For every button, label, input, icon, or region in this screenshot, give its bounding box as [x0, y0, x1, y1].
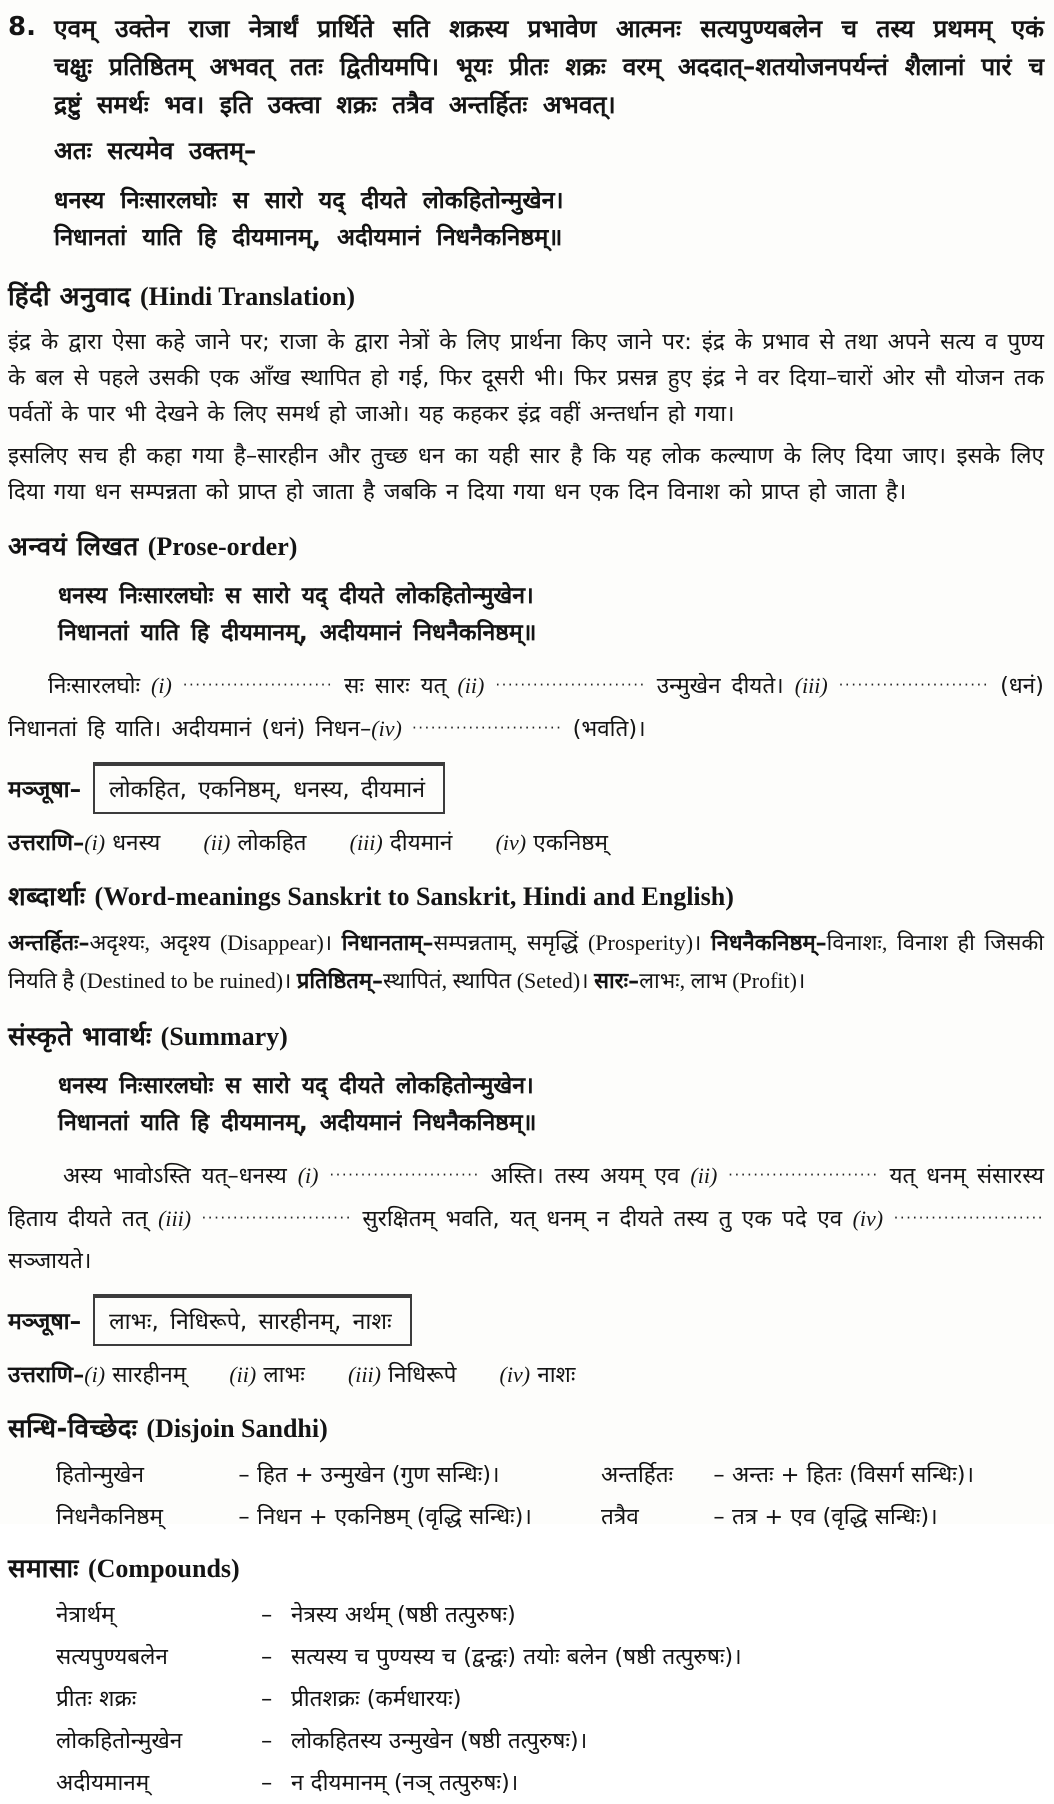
answer-text: धनस्य — [112, 830, 161, 856]
fill-numeral-i: (i) — [151, 673, 172, 698]
hindi-translation-para-1: इंद्र के द्वारा ऐसा कहे जाने पर; राजा के द्वारा नेत्रों के लिए प्रार्थना किए जाने पर: इंद्र के प्रभाव से तथा अपने सत्य व पुण्य के बल से पहले उसकी एक आँख स्थापित हो गई, फिर दूसरी भी। फिर प्रसन्न हुए इंद्र ने वर दिया–चारों ओर सौ योजन तक पर्वतों के पार भी देखने के लिए समर्थ हो जाओ। यह कहकर इंद्र वहीं अन्तर्धान हो गया। — [8, 329, 1044, 427]
compound-term: सत्यपुण्यबलेन — [56, 1644, 168, 1670]
sandhi-word: निधनैकनिष्ठम् — [56, 1504, 163, 1530]
manjusha-row — [8, 762, 1044, 814]
heading-hindi: अन्वयं लिखत — [8, 532, 139, 562]
summary-verse-line-2: निधानतां याति हि दीयमानम्, अदीयमानं निधनैकनिष्ठम्॥ — [58, 1110, 537, 1136]
answer-numeral: (iii) — [347, 1362, 381, 1387]
sandhi-entry — [56, 1496, 601, 1538]
sandhi-word: हितोन्मुखेन — [56, 1462, 144, 1488]
answer-numeral: (iv) — [499, 1362, 531, 1387]
heading-english: (Summary) — [160, 1022, 288, 1051]
sanskrit-passage-section — [8, 10, 1044, 256]
compound-definition: लोकहितस्य उन्मुखेन (षष्ठी तत्पुरुषः)। — [291, 1728, 588, 1754]
manjusha-row — [8, 1294, 1044, 1346]
compound-definition: प्रीतशक्रः (कर्मधारयः) — [291, 1686, 462, 1712]
manjusha-box: लाभः, निधिरूपे, सारहीनम्, नाशः — [93, 1294, 412, 1346]
sandhi-dash: – — [713, 1462, 725, 1488]
compound-term: प्रीतः शक्रः — [56, 1686, 137, 1712]
manjusha-box: लोकहित, एकनिष्ठम्, धनस्य, दीयमानं — [93, 762, 445, 814]
compound-term: नेत्रार्थम् — [56, 1602, 115, 1628]
fill-numeral-i: (i) — [297, 1163, 319, 1188]
heading-hindi: संस्कृते भावार्थः — [8, 1022, 152, 1052]
answer-text: लाभः — [263, 1362, 305, 1388]
compound-definition: नेत्रस्य अर्थम् (षष्ठी तत्पुरुषः) — [291, 1602, 516, 1628]
prose-order-verse-line-1: धनस्य निःसारलघोः स सारो यद् दीयते लोकहितोन्मुखेन। — [58, 583, 534, 609]
answer-numeral: (iii) — [349, 830, 383, 855]
compound-dash: – — [261, 1770, 273, 1796]
heading-english: (Hindi Translation) — [139, 282, 356, 311]
answer-text: निधिरूपे — [388, 1362, 457, 1388]
compound-row — [8, 1720, 1044, 1762]
sandhi-row — [8, 1454, 1044, 1496]
sandhi-split: निधन + एकनिष्ठम् (वृद्धि सन्धिः)। — [257, 1504, 532, 1530]
answers-row — [8, 826, 1044, 860]
answers-label: उत्तराणि– — [8, 1362, 85, 1388]
word-term: निधनैकनिष्ठम्– — [711, 931, 827, 956]
answer-text: नाशः — [537, 1362, 576, 1388]
fill-numeral-ii: (ii) — [457, 673, 485, 698]
word-meanings-heading — [8, 880, 1044, 914]
sandhi-dash: – — [238, 1504, 250, 1530]
fill-text: निःसारलघोः — [48, 673, 141, 699]
word-meaning: लाभः, लाभ (Profit)। — [639, 968, 806, 993]
fill-text: उन्मुखेन दीयते। — [656, 673, 784, 699]
compounds-heading — [8, 1552, 1044, 1586]
word-meaning: स्थापितं, स्थापित (Seted)। — [382, 968, 595, 993]
fill-text: (धनं) निधानतां हि याति। अदीयमानं (धनं) निधन– — [8, 673, 1044, 742]
compound-row — [8, 1636, 1044, 1678]
blank-dots: ························ — [838, 676, 990, 694]
fill-numeral-ii: (ii) — [690, 1163, 718, 1188]
blank-dots: ························ — [893, 1209, 1044, 1227]
sandhi-word: अन्तर्हितः — [601, 1462, 674, 1488]
sandhi-word: तत्रैव — [601, 1504, 639, 1530]
prose-order-fill-in-blanks — [8, 664, 1044, 750]
word-term: प्रतिष्ठितम्– — [296, 969, 383, 994]
answers-row — [8, 1358, 1044, 1392]
fill-numeral-iv: (iv) — [371, 716, 402, 741]
sandhi-split: तत्र + एव (वृद्धि सन्धिः)। — [732, 1504, 938, 1530]
word-meanings-paragraph — [8, 924, 1044, 1000]
sandhi-split: हित + उन्मुखेन (गुण सन्धिः)। — [257, 1462, 500, 1488]
word-meaning: विनाशः, विनाश ही जिसकी नियति है (Destined to be ruined)। — [8, 930, 1044, 993]
blank-dots: ························ — [495, 676, 646, 694]
heading-english: (Disjoin Sandhi) — [146, 1414, 328, 1443]
compound-term: लोकहितोन्मुखेन — [56, 1728, 183, 1754]
prose-order-verse-line-2: निधानतां याति हि दीयमानम्, अदीयमानं निधनैकनिष्ठम्॥ — [58, 620, 537, 646]
answer-text: सारहीनम् — [112, 1362, 187, 1388]
blank-dots: ························ — [182, 676, 334, 694]
sanskrit-verse-line-1: धनस्य निःसारलघोः स सारो यद् दीयते लोकहितोन्मुखेन। — [54, 186, 564, 214]
sandhi-dash: – — [238, 1462, 250, 1488]
compound-row — [8, 1762, 1044, 1804]
fill-text: सुरक्षितम् भवति, यत् धनम् न दीयते तस्य तु एक पदे एव — [362, 1206, 843, 1232]
sandhi-entry — [601, 1496, 1044, 1538]
word-meaning: अदृश्यः, अदृश्य (Disappear)। — [89, 930, 342, 955]
sandhi-row — [8, 1496, 1044, 1538]
answer-numeral: (iv) — [495, 830, 527, 855]
compound-row — [8, 1594, 1044, 1636]
heading-hindi: सन्धि-विच्छेदः — [8, 1414, 138, 1444]
sanskrit-passage-text: एवम् उक्तेन राजा नेत्रार्थं प्रार्थिते सति शक्रस्य प्रभावेण आत्मनः सत्यपुण्यबलेन च तस्य प्रथमम् एकं चक्षुः प्रतिष्ठितम् अभवत् ततः द्वितीयमपि। भूयः प्रीतः शक्रः वरम् अददात्–शतयोजनपर्यन्तं शैलानां पारं च द्रष्टुं समर्थः भव। इति उक्त्वा शक्रः तत्रैव अन्तर्हितः अभवत्। — [54, 14, 1044, 119]
fill-text: (भवति)। — [572, 716, 646, 742]
fill-text: सञ्जायते। — [8, 1248, 92, 1274]
blank-dots: ························ — [728, 1166, 879, 1184]
sandhi-split: अन्तः + हितः (विसर्ग सन्धिः)। — [732, 1462, 975, 1488]
sandhi-entry — [601, 1454, 1044, 1496]
sandhi-heading — [8, 1412, 1044, 1446]
sanskrit-verse-line-2: निधानतां याति हि दीयमानम्, अदीयमानं निधनैकनिष्ठम्॥ — [54, 223, 563, 251]
fill-numeral-iii: (iii) — [794, 673, 828, 698]
fill-numeral-iii: (iii) — [158, 1206, 192, 1231]
heading-english: (Word-meanings Sanskrit to Sanskrit, Hindi and English) — [94, 882, 734, 911]
compound-dash: – — [261, 1728, 273, 1754]
sandhi-entry — [56, 1454, 601, 1496]
word-meaning: सम्पन्नताम्, समृद्धिं (Prosperity)। — [433, 930, 712, 955]
summary-heading — [8, 1020, 1044, 1054]
compound-row — [8, 1678, 1044, 1720]
fill-text: यत् धनम् संसारस्य हिताय दीयते तत् — [8, 1163, 1045, 1232]
answer-numeral: (i) — [84, 1362, 106, 1387]
compound-dash: – — [261, 1644, 273, 1670]
answer-text: एकनिष्ठम् — [533, 830, 609, 856]
prose-order-heading — [8, 530, 1044, 564]
sanskrit-atah-line: अतः सत्यमेव उक्तम्– — [54, 136, 257, 165]
summary-verse-line-1: धनस्य निःसारलघोः स सारो यद् दीयते लोकहितोन्मुखेन। — [58, 1073, 534, 1099]
manjusha-label: मञ्जूषा– — [8, 777, 82, 803]
answers-label: उत्तराणि– — [8, 830, 85, 856]
answer-numeral: (i) — [84, 830, 106, 855]
fill-text: सः सारः यत् — [344, 673, 447, 699]
sandhi-dash: – — [713, 1504, 725, 1530]
answer-numeral: (ii) — [203, 830, 231, 855]
answer-text: लोकहित — [237, 830, 307, 856]
compound-dash: – — [261, 1602, 273, 1628]
answer-text: दीयमानं — [389, 830, 453, 856]
hindi-translation-heading — [8, 280, 1044, 314]
word-term: निधानताम्– — [341, 931, 434, 956]
fill-text: अस्य भावोऽस्ति यत्–धनस्य — [63, 1163, 287, 1189]
compound-definition: न दीयमानम् (नञ् तत्पुरुषः)। — [291, 1770, 519, 1796]
heading-english: (Prose-order) — [147, 532, 298, 561]
summary-fill-in-blanks — [8, 1154, 1044, 1282]
fill-numeral-iv: (iv) — [852, 1206, 884, 1231]
word-term: सारः– — [594, 969, 640, 994]
compound-dash: – — [261, 1686, 273, 1712]
compound-term: अदीयमानम् — [56, 1770, 150, 1796]
heading-hindi: समासाः — [8, 1554, 79, 1584]
item-number: 8. — [8, 12, 36, 42]
blank-dots: ························ — [411, 719, 563, 737]
heading-hindi: शब्दार्थाः — [8, 882, 86, 912]
heading-hindi: हिंदी अनुवाद — [8, 282, 131, 312]
blank-dots: ························ — [329, 1166, 480, 1184]
manjusha-label: मञ्जूषा– — [8, 1309, 82, 1335]
answer-numeral: (ii) — [229, 1362, 257, 1387]
compound-definition: सत्यस्य च पुण्यस्य च (द्वन्द्वः) तयोः बलेन (षष्ठी तत्पुरुषः)। — [291, 1644, 742, 1670]
fill-text: अस्ति। तस्य अयम् एव — [490, 1163, 680, 1189]
heading-english: (Compounds) — [87, 1554, 240, 1583]
word-term: अन्तर्हितः– — [8, 931, 90, 956]
hindi-translation-para-2: इसलिए सच ही कहा गया है–सारहीन और तुच्छ धन का यही सार है कि यह लोक कल्याण के लिए दिया जाए। इसके लिए दिया गया धन सम्पन्नता को प्राप्त हो जाता है जबकि न दिया गया धन एक दिन विनाश को प्राप्त हो जाता है। — [8, 443, 1044, 505]
blank-dots: ························ — [201, 1209, 352, 1227]
